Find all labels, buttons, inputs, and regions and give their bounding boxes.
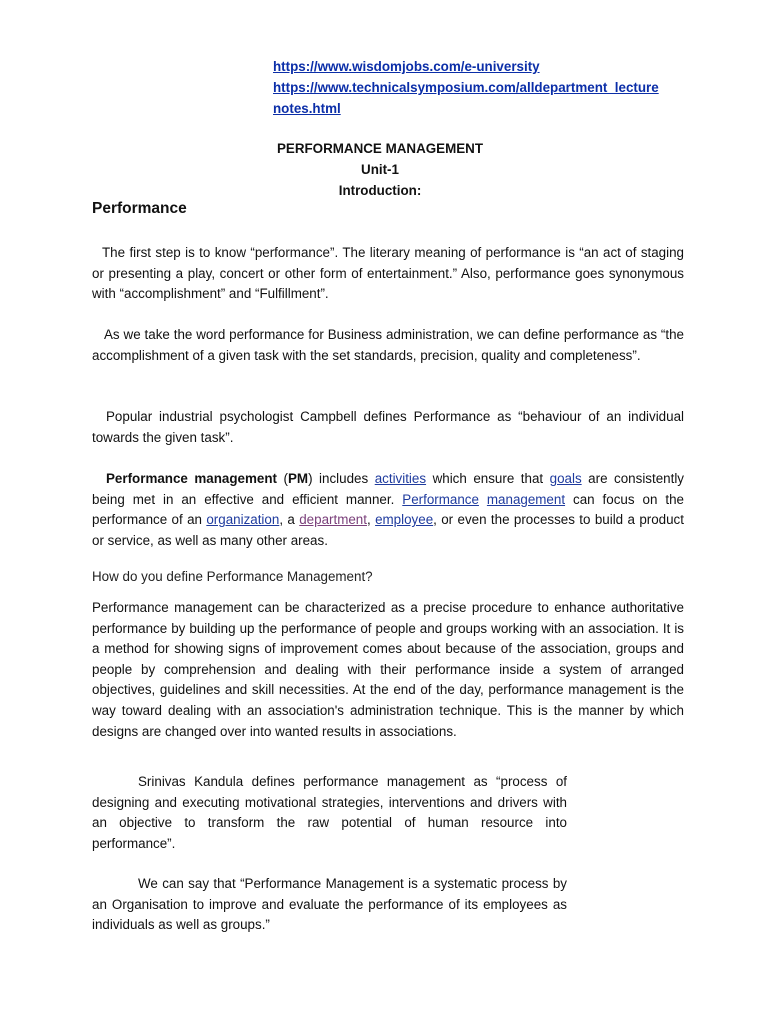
pm-abbr: PM: [287, 471, 309, 486]
question-heading: How do you define Performance Management?: [92, 569, 373, 584]
link-wisdomjobs[interactable]: https://www.wisdomjobs.com/e-university: [273, 59, 540, 74]
paragraph-6: Srinivas Kandula defines performance management as “process of designing and executing motivational strategies, interventions and drivers with an objective to transform the raw potential of human resource into performance”.: [92, 774, 567, 851]
link-technicalsymposium-cont[interactable]: notes.html: [273, 101, 341, 116]
text-run: , or even the processes to build a product or service, as well as many other areas.: [92, 512, 684, 548]
text-run: are consistently being met in an effective and efficient manner.: [92, 471, 684, 507]
text-run: includes: [312, 471, 375, 486]
link-technicalsymposium[interactable]: https://www.technicalsymposium.com/alldepartment_lecture: [273, 80, 659, 95]
section-heading: Performance: [92, 200, 187, 217]
link-organization[interactable]: organization: [206, 512, 280, 528]
link-goals[interactable]: goals: [549, 471, 582, 486]
reference-links: [273, 56, 693, 119]
text-run: , a: [279, 512, 300, 528]
link-management[interactable]: management: [486, 491, 566, 507]
unit-title: Unit-1: [361, 162, 399, 177]
paragraph-1: The first step is to know “performance”. The literary meaning of performance is “an act of staging or presenting a play, concert or other form of entertainment.” Also, performance goes synonymous with “accomplishment” and “Fulfillment”.: [92, 245, 684, 302]
text-run: which ensure that: [426, 471, 550, 486]
pm-bold-term: Performance management: [106, 471, 277, 486]
paragraph-2: As we take the word performance for Business administration, we can define performance as “the accomplishment of a given task with the set standards, precision, quality and completeness”.: [92, 327, 684, 363]
link-employee[interactable]: employee: [375, 512, 434, 528]
link-activities[interactable]: activities: [374, 471, 427, 486]
text-run: can focus on the performance of an: [92, 491, 684, 528]
link-department[interactable]: department: [299, 512, 367, 528]
main-title: PERFORMANCE MANAGEMENT: [276, 141, 484, 156]
paragraph-7: We can say that “Performance Management is a systematic process by an Organisation to improve and evaluate the performance of its employees as individuals as well as groups.”: [92, 876, 567, 933]
intro-title: Introduction:: [338, 183, 422, 198]
document-titles: [260, 138, 500, 201]
link-performance[interactable]: Performance: [402, 491, 479, 507]
paragraph-3: Popular industrial psychologist Campbell defines Performance as “behaviour of an individual towards the given task”.: [92, 409, 684, 445]
paragraph-4: Performance management (PM) includes activities which ensure that goals are consistently being met in an effective and efficient manner. Performance management can focus on the performance of an organization, a department, employee, or even the processes to build a product or service, as well as many other areas.: [92, 471, 684, 548]
paragraph-5: Performance management can be characterized as a precise procedure to enhance authoritative performance by building up the performance of people and groups working with an association. It is a method for showing signs of improvement comes about because of the association, groups and people by comprehension and dealing with their performance inside a system of arranged objectives, guidelines and skill necessities. At the end of the day, performance management is the way toward dealing with an association's administration technique. This is the manner by which designs are changed over into wanted results in associations.: [92, 600, 684, 739]
